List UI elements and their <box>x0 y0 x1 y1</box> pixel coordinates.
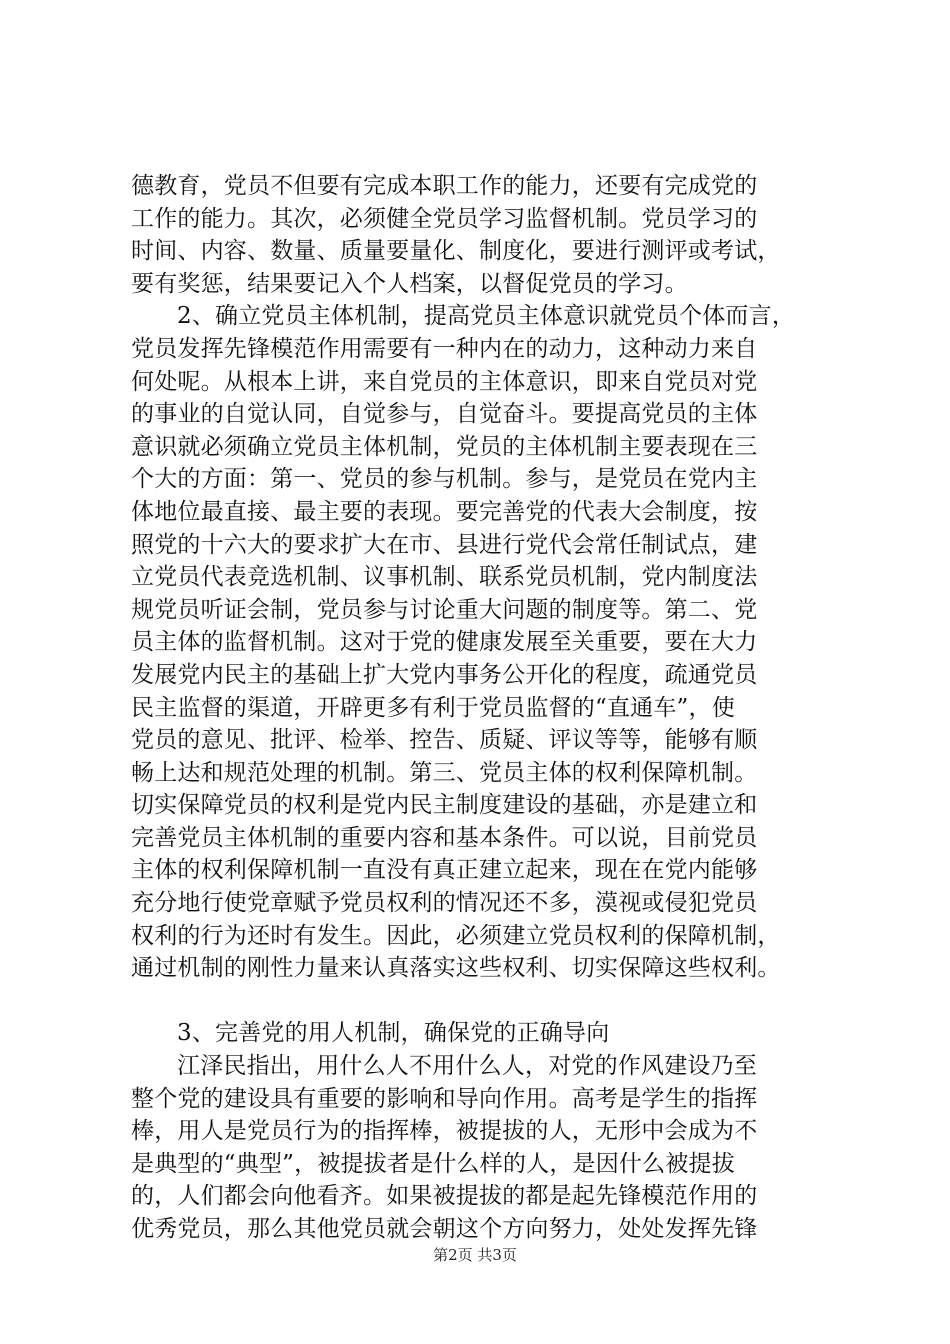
text-line: 充分地行使党章赋予党员权利的情况还不多，漠视或侵犯党员 <box>131 890 758 917</box>
text-line: 主体的权利保障机制一直没有真正建立起来，现在在党内能够 <box>131 857 758 884</box>
text-line: 是典型的“典型”，被提拔者是什么样的人，是因什么被提拔 <box>131 1150 735 1177</box>
text-line: 权利的行为还时有发生。因此，必须建立党员权利的保障机制， <box>131 922 781 949</box>
text-line: 规党员听证会制，党员参与讨论重大问题的制度等。第二、党 <box>131 596 758 623</box>
text-line: 2、确立党员主体机制，提高党员主体意识就党员个体而言， <box>177 303 796 330</box>
paragraph-2 <box>131 300 831 984</box>
text-line: 要有奖惩，结果要记入个人档案，以督促党员的学习。 <box>131 270 688 297</box>
paragraph-1 <box>131 170 831 300</box>
text-line: 棒，用人是党员行为的指挥棒，被提拔的人，无形中会成为不 <box>131 1118 758 1145</box>
text-line: 整个党的建设具有重要的影响和导向作用。高考是学生的指挥 <box>131 1085 758 1112</box>
text-line: 意识就必须确立党员主体机制，党员的主体机制主要表现在三 <box>131 433 758 460</box>
text-line: 通过机制的刚性力量来认真落实这些权利、切实保障这些权利。 <box>131 955 781 982</box>
text-line: 民主监督的渠道，开辟更多有利于党员监督的“直通车”，使 <box>131 694 735 721</box>
text-line: 党员发挥先锋模范作用需要有一种内在的动力，这种动力来自 <box>131 335 758 362</box>
text-line: 畅上达和规范处理的机制。第三、党员主体的权利保障机制。 <box>131 759 758 786</box>
text-line: 发展党内民主的基础上扩大党内事务公开化的程度，疏通党员 <box>131 661 758 688</box>
page-footer <box>0 1244 950 1265</box>
text-line: 完善党员主体机制的重要内容和基本条件。可以说，目前党员 <box>131 824 758 851</box>
text-line: 工作的能力。其次，必须健全党员学习监督机制。党员学习的 <box>131 205 758 232</box>
blank-line <box>131 985 831 1018</box>
paragraph-4 <box>131 1050 831 1246</box>
text-line: 江泽民指出，用什么人不用什么人，对党的作风建设乃至 <box>177 1053 757 1080</box>
text-line: 的，人们都会向他看齐。如果被提拔的都是起先锋模范作用的 <box>131 1183 758 1210</box>
text-line: 体地位最直接、最主要的表现。要完善党的代表大会制度，按 <box>131 498 758 525</box>
text-line: 何处呢。从根本上讲，来自党员的主体意识，即来自党员对党 <box>131 368 758 395</box>
text-line: 员主体的监督机制。这对于党的健康发展至关重要，要在大力 <box>131 629 758 656</box>
text-line: 个大的方面：第一、党员的参与机制。参与，是党员在党内主 <box>131 466 758 493</box>
section-heading-3 <box>131 1017 831 1050</box>
text-line: 德教育，党员不但要有完成本职工作的能力，还要有完成党的 <box>131 173 758 199</box>
page-number-label: 第2页 共3页 <box>433 1246 517 1264</box>
text-line: 党员的意见、批评、检举、控告、质疑、评议等等，能够有顺 <box>131 727 758 754</box>
section-heading: 3、完善党的用人机制，确保党的正确导向 <box>177 1020 610 1047</box>
text-line: 的事业的自觉认同，自觉参与，自觉奋斗。要提高党员的主体 <box>131 401 758 428</box>
text-line: 时间、内容、数量、质量要量化、制度化，要进行测评或考试， <box>131 238 781 265</box>
document-body <box>131 170 831 1246</box>
text-line: 立党员代表竞选机制、议事机制、联系党员机制，党内制度法 <box>131 564 758 591</box>
text-line: 优秀党员，那么其他党员就会朝这个方向努力，处处发挥先锋 <box>131 1216 758 1242</box>
text-line: 切实保障党员的权利是党内民主制度建设的基础，亦是建立和 <box>131 792 758 819</box>
text-line: 照党的十六大的要求扩大在市、县进行党代会常任制试点，建 <box>131 531 758 558</box>
